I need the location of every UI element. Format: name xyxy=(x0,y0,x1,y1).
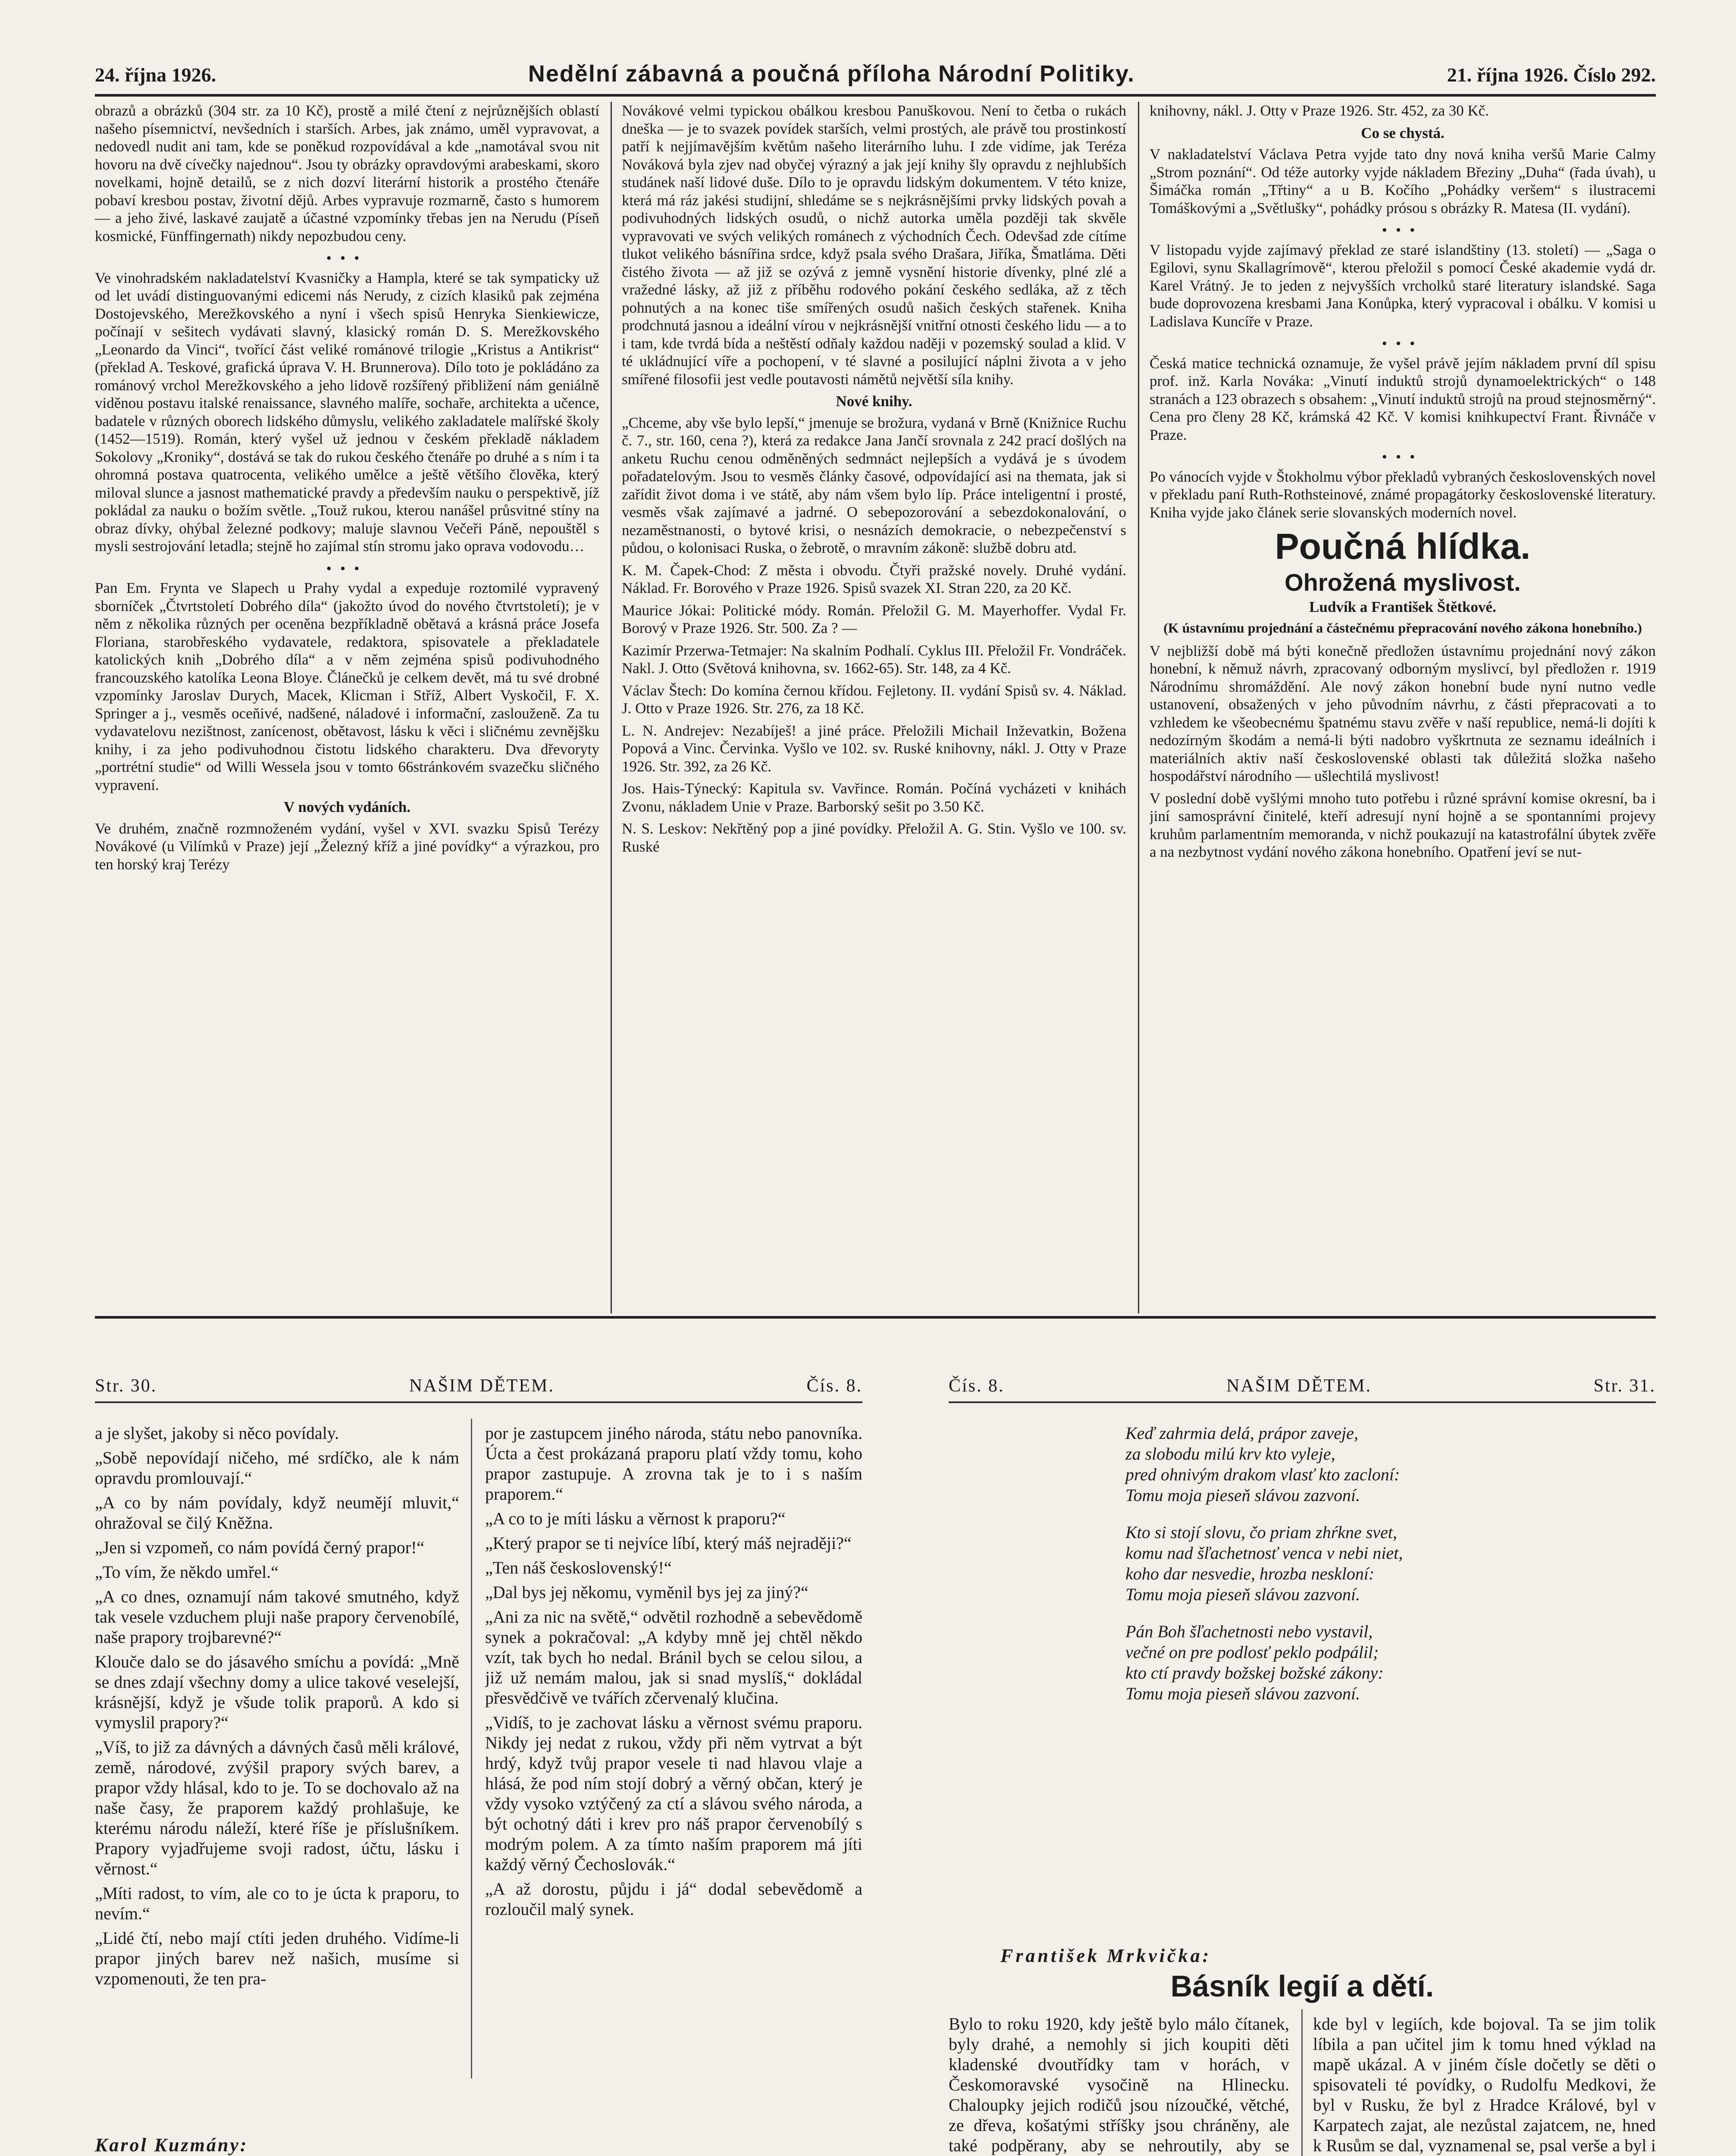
header-date-left: 24. října 1926. xyxy=(95,64,216,86)
story-author: František Mrkvička: xyxy=(1000,1945,1212,1966)
paragraph: „Vidíš, to je zachovat lásku a věrnost svému praporu. Nikdy jej nedat z rukou, vždy při něm vytrvat a být hrdý, když tvůj prapor vesele ti nad hlavou vlaje a hlásá, že pod ním stojí dobrý a věrný občan, který je vždy vysoko vztýčený za ctí a slávou svého národa, a být ochotný dáti i krev pro náš prapor červenobílý s modrým polem. A za tímto naším praporem má jíti každý věrný Čechoslovák.“ xyxy=(485,1713,862,1874)
paragraph: por je zastupcem jiného národa, státu nebo panovníka. Úcta a čest prokázaná praporu platí vždy tomu, koho prapor zastupuje. A zrovna tak je to i s naším praporem.“ xyxy=(485,1423,862,1504)
book-entry: Maurice Jókai: Politické módy. Román. Přeložil G. M. Mayerhoffer. Vydal Fr. Borový v Praze 1926. Str. 500. Za ? — xyxy=(622,602,1126,636)
poem-author: Karol Kuzmány: xyxy=(95,2134,248,2156)
paragraph: Novákové velmi typickou obálkou kresbou Panuškovou. Není to četba o rukách dneška — je to svazek povídek starších, velmi prostých, ale právě tou prostinkostí patří k nejjímavějším květům našeho literárního luhu. I zde vidíme, jak Teréza Nováková byla zjev nad obyčej výrazný a jak její knihy šly opravdu z nejhlubších studánek naší lidové duše. Dílo to je opravdu lidským dokumentem. V této knize, která má ráz jakési studijní, shledáme se s nejkrásnějšími prvky lidských povah a podivuhodných lidských osudů, o nichž autorka uměla později tak skvěle vypravovati ve svých velikých románech z východních Čech. Odevšad zde cítíme tlukot velikého básnířina srdce, když psala svého Drašara, Jiříka, Šmatláma. Děti čistého života — až již se ozývá z jemně vysnění historie dívenky, plné zlé a vražedné lásky, až již z příběhu rodového pokání českého sedláka, až z těch pohnutých a na konec tiše smířených osudů našich českých stařenek. Kniha prodchnutá jasnou a ideální vírou v nejkrásnější vnitřní otnosti českého lidu — a to i tam, kde tvrdá bída a neštěstí odňaly každou naději v pozemský soulad a klid. V té ukládnující víře a pochopení, v té slavné a posilující náplni života a v jeho smířené filosofii jest vedle poutavosti námětů největší síla knihy. xyxy=(622,102,1126,388)
separator-dots: ••• xyxy=(1382,222,1424,238)
poem-line: Tomu moja pieseň slávou zazvoní. xyxy=(1125,1684,1360,1703)
paragraph: Ve druhém, značně rozmnoženém vydání, vyšel v XVI. svazku Spisů Terézy Novákové (u Vilímků v Praze) její „Železný kříž a jiné povídky“ a výrazkou, pro ten horský kraj Terézy xyxy=(95,820,599,873)
separator-dots: ••• xyxy=(1382,335,1424,352)
paragraph: „Lidé čtí, nebo mají ctíti jeden druhého. Vidíme-li prapor jiných barev než našich, musíme si vzpomenouti, že ten pra- xyxy=(95,1928,459,1988)
paragraph: obrazů a obrázků (304 str. za 10 Kč), prostě a milé čtení z nejrůznějších oblastí našeho písemnictví, nevšedních i starších. Arbes, jak známo, uměl vypravovat, a nedovedl nudit ani tam, kde se poněkud rozpovídával a kde „namotával svou nit hovoru na dvě cívečky najednou“. Jsou ty obrázky opravdovými arabeskami, skoro novelkami, hojně detailů, se z nich dozví literární historik a prostého čtenáře pobaví kresbou postav, životní dějů. Arbes vypravuje rozmarně, často s humorem — a jeho živé, laskavé zaujatě a účastné vzpomínky třebas jen na Nerudu (Píseň kosmické, Fünffingernath) nikdy nepozbudou ceny. xyxy=(95,102,599,244)
paragraph: kde byl v legiích, kde bojoval. Ta se jim tolik líbila a pan učitel jim k tomu hned výklad na mapě ukázal. A v jiném čísle dočetly se děti o spisovateli té povídky, o Rudolfu Medkovi, že byl v Rusku, že byl z Hradce Králové, byl v Karpatech zajat, ale nezůstal zajatcem, ne, hned k Rusům se dal, vyznamenal se, psal verše a byl i xyxy=(1313,2014,1656,2155)
column-divider xyxy=(611,102,612,1313)
paragraph: „Víš, to již za dávných a dávných časů měli králové, země, národové, zvýšil prapory svých barev, a prapor vždy hlásal, kdo to je. To se dochovalo až na naše časy, že praporem každý prohlašuje, ke kterému národu náleží, které říše je příslušníkem. Prapory vyjadřujeme svoji radost, účtu, lásku i věrnost.“ xyxy=(95,1737,459,1878)
page-number: Str. 31. xyxy=(1593,1376,1656,1396)
column-3 xyxy=(1150,102,1656,1313)
paragraph: V nejbližší době má býti konečně předložen ústavnímu projednání nový zákon honební, k němuž návrh, zpracovaný odborným myslivcí, byl předložen r. 1919 Národnímu shromáždění. Ale nový zákon honební bude nyní nutno vedle ustanovení, obsažených v jeho původním návrhu, z části přepracovati a to vzhledem ke všeobecnému špatnému stavu zvěře v naší republice, nemá-li dojíti k nedozírným škodám a nemá-li býti nadobro vyškrtnuta ze seznamu ideálních i materiálních aktiv naší československé oblasti tak důležitá složka našeho hospodářství národního — ušlechtilá myslivost! xyxy=(1150,642,1656,784)
book-entry: Jos. Hais-Týnecký: Kapitula sv. Vavřince. Román. Počíná vycházeti v knihách Zvonu, nákladem Unie v Praze. Barborský sešit po 3.50 Kč. xyxy=(622,780,1126,815)
poem-line: pred ohnivým drakom vlasť kto zacloní: xyxy=(1125,1465,1400,1484)
paragraph: Ve vinohradském nakladatelství Kvasničky a Hampla, které se tak sympaticky už od let uvádí distinguovanými edicemi nás Nerudy, z cizích klasiků pak zejména Dostojevského, Merežkovského a nyní i všech spisů Henryka Sienkiewicze, počínají v sešitech vydávati slavný, klasický román D. S. Merežkovského „Leonardo da Vinci“, tvořící část veliké románové trilogie „Kristus a Antikrist“ (překlad A. Teskové, grafická úprava V. H. Brunnerova). Dílo toto je pokládáno za románový vrchol Merežkovského a jeho lidově rozšířený přibližení nám geniálně viděnou postavu italské renaissance, slavného malíře, sochaře, architekta a učence, badatele v různých oborech lidského důmyslu, velikého zakladatele malířské školy (1452—1519). Román, který vyšel už jednou v českém překladě nákladem Sokolovy „Kroniky“, dostává se tak do rukou českého čtenáře po druhé a s ním i ta ohromná postava quatrocenta, velikého umělce a ještě většího člověka, který miloval slunce a jasnost mathematické pravdy a především nauku o perspektivě, jíž pokládal za nauku o božím světle. „Touž rukou, kterou nanášel průsvitné stíny na obraz dívky, ohýbal železné podkovy; maluje slavnou Večeři Páně, nepouštěl s mysli sestrojování letadla; stejně ho zajímal stín stromu jako oprava vodovodu… xyxy=(95,269,599,555)
paragraph: „To vím, že někdo umřel.“ xyxy=(95,1562,279,1582)
upper-columns xyxy=(95,102,1656,1313)
paragraph: „Který prapor se ti nejvíce líbí, který máš nejraději?“ xyxy=(485,1533,852,1553)
paragraph: „A co by nám povídaly, když neumějí mluvit,“ ohražoval se čilý Kněžna. xyxy=(95,1493,459,1532)
poem-stanza xyxy=(1125,1621,1643,1704)
column-left xyxy=(95,1423,459,2078)
paragraph: „Míti radost, to vím, ale co to je úcta k praporu, to nevím.“ xyxy=(95,1883,459,1923)
poem-line: Tomu moja pieseň slávou zazvoní. xyxy=(1125,1585,1360,1604)
paragraph: „A co dnes, oznamují nám takové smutného, když tak vesele vzduchem pluji naše prapory červenobílé, naše prapory trojbarevné?“ xyxy=(95,1587,459,1647)
paragraph: Klouče dalo se do jásavého smíchu a povídá: „Mně se dnes zdají všechny domy a ulice takové veselejší, krásnější, když je všude tolik praporů. A kdo si vymyslil prapory?“ xyxy=(95,1652,459,1732)
lower-right-page xyxy=(949,1376,1656,2156)
column-1 xyxy=(95,102,599,1313)
poem-line: Keď zahrmia delá, prápor zaveje, xyxy=(1125,1423,1358,1443)
header-title: Nedělní zábavná a poučná příloha Národní Politiky. xyxy=(528,61,1135,87)
paragraph: V poslední době vyšlými mnoho tuto potřebu i různé správní komise okresní, ba i jiní samosprávní činitelé, kteří adresují nyní hojně a se spontanními projevy kruhům parlamentním memoranda, v nichž poukazují na katastrofální úbytek zvěře a na nezbytnost vydání nového zákona honebního. Opatření jeví se nut- xyxy=(1150,790,1656,860)
column-right xyxy=(1313,2014,1656,2156)
poem-line: Tomu moja pieseň slávou zazvoní. xyxy=(1125,1485,1360,1505)
article-title: Ohrožená myslivost. xyxy=(1285,569,1521,596)
paragraph: Česká matice technická oznamuje, že vyšel právě jejím nákladem první díl spisu prof. inž. Karla Nováka: „Vinutí induktů strojů dynamoelektrických“ o 148 stranách a 123 obrazech s obsahem: „Vinutí induktů strojů na proud stejnosměrný“. Cena pro členy 28 Kč, krámská 42 Kč. V komisi knihkupectví Frant. Řivnáče v Praze. xyxy=(1150,354,1656,443)
column-divider xyxy=(1138,102,1139,1313)
book-entry: N. S. Leskov: Nekřtěný pop a jiné povídky. Přeložil A. G. Stin. Vyšlo ve 100. sv. Ruské xyxy=(622,820,1126,855)
article-authors: Ludvík a František Štětkové. xyxy=(1309,599,1496,615)
section-heading-new-editions: V nových vydáních. xyxy=(283,799,410,815)
paragraph: V nakladatelství Václava Petra vyjde tato dny nová kniha veršů Marie Calmy „Strom poznání“. Od téže autorky vyjde nákladem Březiny „Duha“ (řada úvah), u Šimáčka román „Třtiny“ a u B. Kočího „Pohádky veršem“ s ilustracemi Tomáškovými a „Světlušky“, pohádky prósou s obrázky R. Matesa (II. vydání). xyxy=(1150,146,1656,216)
story-heading xyxy=(949,1945,1656,2004)
column-divider xyxy=(471,1419,472,2078)
poem-line: večné on pre podlosť peklo podpálil; xyxy=(1125,1642,1379,1662)
header-date-issue: 21. října 1926. Číslo 292. xyxy=(1447,64,1656,86)
column-2 xyxy=(622,102,1126,1313)
book-entry: Kazimír Przerwa-Tetmajer: Na skalním Podhalí. Cyklus III. Přeložil Fr. Vondráček. Nakl. J. Otto (Světová knihovna, sv. 1662-65). Str. 148, za 4 Kč. xyxy=(622,642,1126,677)
poem-block xyxy=(95,2134,862,2156)
paragraph: Po vánocích vyjde v Štokholmu výbor překladů vybraných československých novel v překladu paní Ruth-Rothsteinové, známé propagátorky československé literatury. Kniha vyjde jako článek serie slovanských moderních novel. xyxy=(1150,468,1656,521)
supplement-title: NAŠIM DĚTEM. xyxy=(409,1376,555,1396)
story-title: Básník legií a dětí. xyxy=(1170,1969,1434,2003)
paragraph: „Dal bys jej někomu, vyměnil bys jej za jiný?“ xyxy=(485,1583,808,1602)
article-subtitle: (K ústavnímu projednání a částečnému přepracování nového zákona honebního.) xyxy=(1163,620,1642,636)
paragraph: „Ten náš československý!“ xyxy=(485,1558,672,1577)
poem-stanza xyxy=(1125,1423,1643,1506)
page-header-right xyxy=(949,1376,1656,1403)
poem-line: Kto si stojí slovu, čo priam zhŕkne svet, xyxy=(1125,1523,1397,1542)
paragraph: „A až dorostu, půjdu i já“ dodal sebevědomě a rozloučil malý synek. xyxy=(485,1879,862,1919)
lower-left-page xyxy=(95,1376,862,2156)
poem-continuation xyxy=(1125,1423,1643,1720)
issue-number: Čís. 8. xyxy=(806,1376,862,1396)
paragraph: a je slyšet, jakoby si něco povídaly. xyxy=(95,1423,339,1443)
upper-newspaper-page xyxy=(95,60,1656,1319)
paragraph: Pan Em. Frynta ve Slapech u Prahy vydal a expeduje roztomilé vypravený sborníček „Čtvrtstoletí Dobrého díla“ (jakožto úvod do nového čtvrtstoletí); je v něm z několika různých per oceněna bezpříkladně obětavá a krásná práce Josefa Floriana, starobřeského vydavatele, redaktora, spisovatele a překladatele katolických knih „Dobrého díla“ a v něm zejména spisů podivuhodného francouzského katolíka Leona Bloye. Článečků je celkem devět, má tu své drobné vzpomínky Jaroslav Durych, Macek, Klicman i Stříž, Albert Vyskočil, F. X. Springer a j., vesměs oceňivé, nadšené, náladové i informační, zaslouženě. Za tu vydavatelovu nezištnost, zanícenost, obětavost, lásku k věci i sličnému zevnějšku knihy, i za jeho podivuhodnou čistotu lidského charakteru. Dva dřevoryty „portrétní studie“ od Willi Wessela jsou v tomto 66stránkovém svazečku sličného vypravení. xyxy=(95,580,599,793)
book-entry: Václav Štech: Do komína černou křídou. Fejletony. II. vydání Spisů sv. 4. Náklad. J. Otto v Praze 1926. Str. 276, za 18 Kč. xyxy=(622,682,1126,717)
poem-line: Pán Boh šľachetnosti nebo vystavil, xyxy=(1125,1622,1373,1641)
column-right xyxy=(485,1423,862,2113)
poem-stanza xyxy=(1125,1522,1643,1605)
bottom-rule xyxy=(95,1316,1656,1319)
page-header-left xyxy=(95,1376,862,1403)
separator-dots: ••• xyxy=(1382,448,1424,465)
page-header xyxy=(95,60,1656,97)
column-divider xyxy=(1301,2009,1303,2156)
section-heading-coming: Co se chystá. xyxy=(1361,124,1445,141)
section-heading-new-books: Nové knihy. xyxy=(836,393,912,410)
supplement-title: NAŠIM DĚTEM. xyxy=(1226,1376,1372,1396)
paragraph: „Chceme, aby vše bylo lepší,“ jmenuje se brožura, vydaná v Brně (Knižnice Ruchu č. 7., str. 160, cena ?), která za redakce Jana Jančí srovnala z 242 prací došlých na anketu Ruchu cenou odměněných sedmnáct nejlepších a vydává je s úvodem pořadatelovým. Jsou to vesměs články časové, odpovídající asi na themata, jak si zařídit život doma i ve státě, aby nám všem bylo líp. Práce inteligentní i prosté, vesměs však zajímavé a jadrné. O sebepozorování a sebezdokonalování, o nezaměstnanosti, o bytové krisi, o nesnázích demokracie, o nebezpečenství s půdou, o kolonisaci Ruska, o žebrotě, o mravním zákoně: službě dobru atd. xyxy=(622,414,1126,556)
column-left xyxy=(949,2014,1289,2156)
poem-line: koho dar nesvedie, hrozba neskloní: xyxy=(1125,1564,1375,1583)
book-entry: L. N. Andrejev: Nezabíješ! a jiné práce. Přeložili Michail Inževatkin, Božena Popová a Vinc. Červinka. Vyšlo ve 102. sv. Ruské knihovny, nákl. J. Otty v Praze 1926. Str. 392, za 26 Kč. xyxy=(622,722,1126,775)
poem-line: kto ctí pravdy božskej božské zákony: xyxy=(1125,1663,1384,1683)
separator-dots: ••• xyxy=(326,560,368,577)
paragraph: knihovny, nákl. J. Otty v Praze 1926. Str. 452, za 30 Kč. xyxy=(1150,102,1489,119)
paragraph: Bylo to roku 1920, kdy ještě bylo málo čítanek, byly drahé, a nemohly si jich koupiti děti kladenské dvoutřídky tam v horách, v Českomoravské vysočině na Hlinecku. Chaloupky jejich rodičů jsou nízoučké, větché, ze dřeva, košatými stříšky jsou chráněny, ale také podpěrany, aby se nehroutily, aby se xyxy=(949,2014,1289,2155)
paragraph: V listopadu vyjde zajímavý překlad ze staré islandštiny (13. století) — „Saga o Egilovi, synu Skallagrímově“, kterou přeložil s pomocí České akademie vydá dr. Karel Vrátný. Je to jeden z nejvyšších vrcholků staré literatury islandské. Saga bude doprovozena kresbami Jana Konůpka, který vypracoval i obálku. V komisi u Ladislava Kuncíře v Praze. xyxy=(1150,241,1656,330)
paragraph: „Jen si vzpomeň, co nám povídá černý prapor!“ xyxy=(95,1538,425,1557)
section-title-poucna-hlidka: Poučná hlídka. xyxy=(1275,526,1531,567)
paragraph: „A co to je míti lásku a věrnost k praporu?“ xyxy=(485,1509,786,1528)
separator-dots: ••• xyxy=(326,250,368,266)
poem-line: za slobodu milú krv kto vyleje, xyxy=(1125,1444,1335,1463)
poem-line: komu nad šľachetnosť venca v nebi niet, xyxy=(1125,1543,1403,1563)
paragraph: „Sobě nepovídají ničeho, mé srdíčko, ale k nám opravdu promlouvají.“ xyxy=(95,1448,459,1488)
page-number: Str. 30. xyxy=(95,1376,157,1396)
paragraph: „Ani za nic na světě,“ odvětil rozhodně a sebevědomě synek a pokračoval: „A kdyby mně jej chtěl někdo vzít, tak bych ho nedal. Bránil bych se celou silou, a již už nemám malou, jak si snad myslíš,“ dokládal přesvědčivě ve tvářích zčervenalý klučina. xyxy=(485,1607,862,1708)
book-entry: K. M. Čapek-Chod: Z města i obvodu. Čtyři pražské novely. Druhé vydání. Náklad. Fr. Borového v Praze 1926. Spisů svazek XI. Stran 220, za 20 Kč. xyxy=(622,561,1126,596)
issue-number: Čís. 8. xyxy=(949,1376,1005,1396)
